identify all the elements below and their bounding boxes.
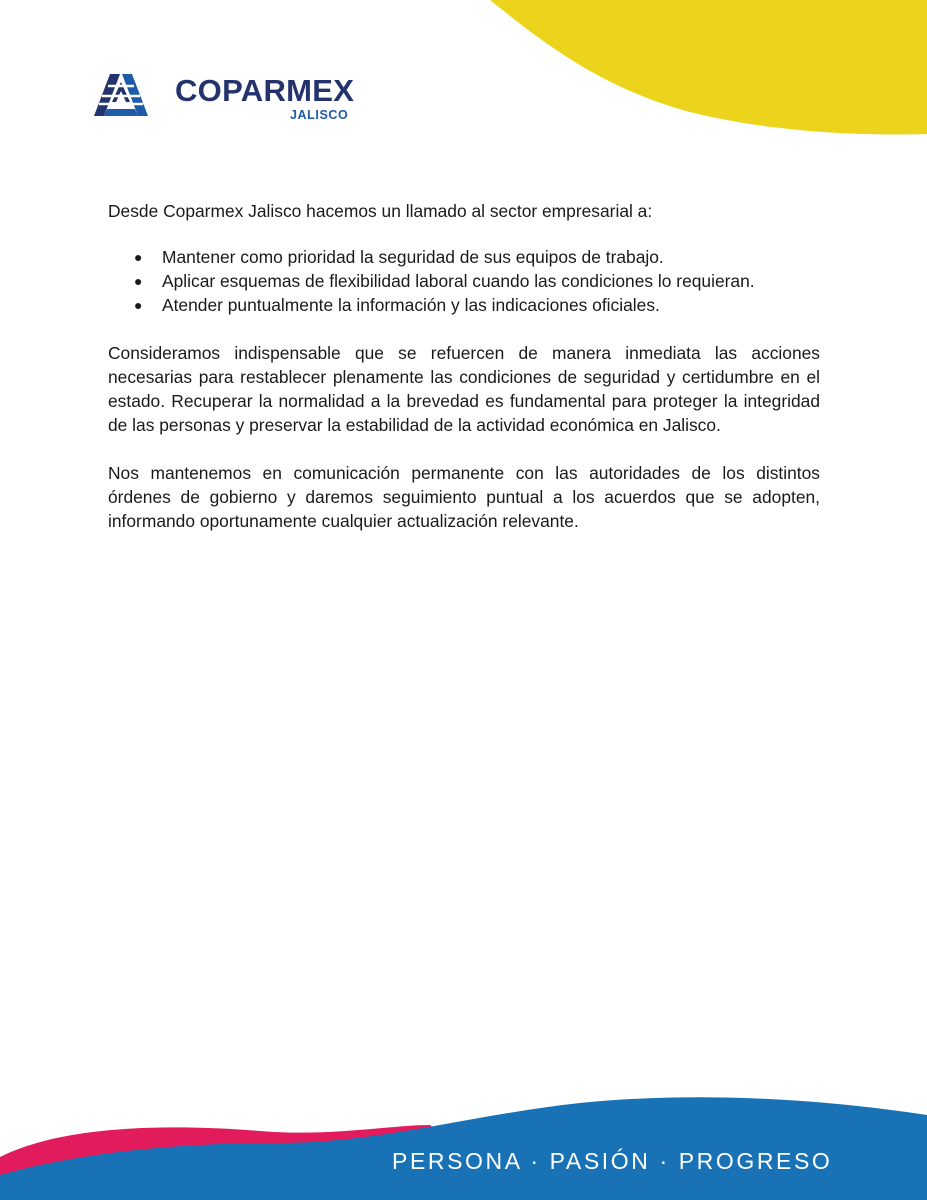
footer-slogan: PERSONA · PASIÓN · PROGRESO [392, 1148, 833, 1174]
bullet-list [108, 245, 820, 317]
list-item [108, 245, 820, 269]
body-paragraph-2: Nos mantenemos en comunicación permanente con las autoridades de los distintos órdenes de gobierno y daremos seguimiento puntual a los acuerdos que se adopten, informando oportunamente cualquier actualización relevante. [108, 463, 820, 531]
bullet-icon: ● [134, 297, 143, 313]
coparmex-logo-icon [90, 66, 152, 120]
bullet-icon: ● [134, 273, 143, 289]
logo-wordmark: COPARMEX [175, 73, 355, 108]
document-body [108, 199, 820, 533]
bullet-icon: ● [134, 249, 143, 265]
coparmex-logo [90, 66, 370, 126]
list-item-text: Atender puntualmente la información y las indicaciones oficiales. [162, 295, 660, 315]
list-item [108, 269, 820, 293]
list-item-text: Mantener como prioridad la seguridad de sus equipos de trabajo. [162, 247, 664, 267]
body-paragraph-1: Consideramos indispensable que se refuercen de manera inmediata las acciones necesarias para restablecer plenamente las condiciones de seguridad y certidumbre en el estado. Recuperar la normalidad a la brevedad es fundamental para proteger la integridad de las personas y preservar la estabilidad de la actividad económica en Jalisco. [108, 343, 820, 435]
intro-paragraph: Desde Coparmex Jalisco hacemos un llamado al sector empresarial a: [108, 201, 653, 221]
list-item-text: Aplicar esquemas de flexibilidad laboral cuando las condiciones lo requieran. [162, 271, 755, 291]
list-item [108, 293, 820, 317]
logo-region: JALISCO [290, 108, 349, 122]
